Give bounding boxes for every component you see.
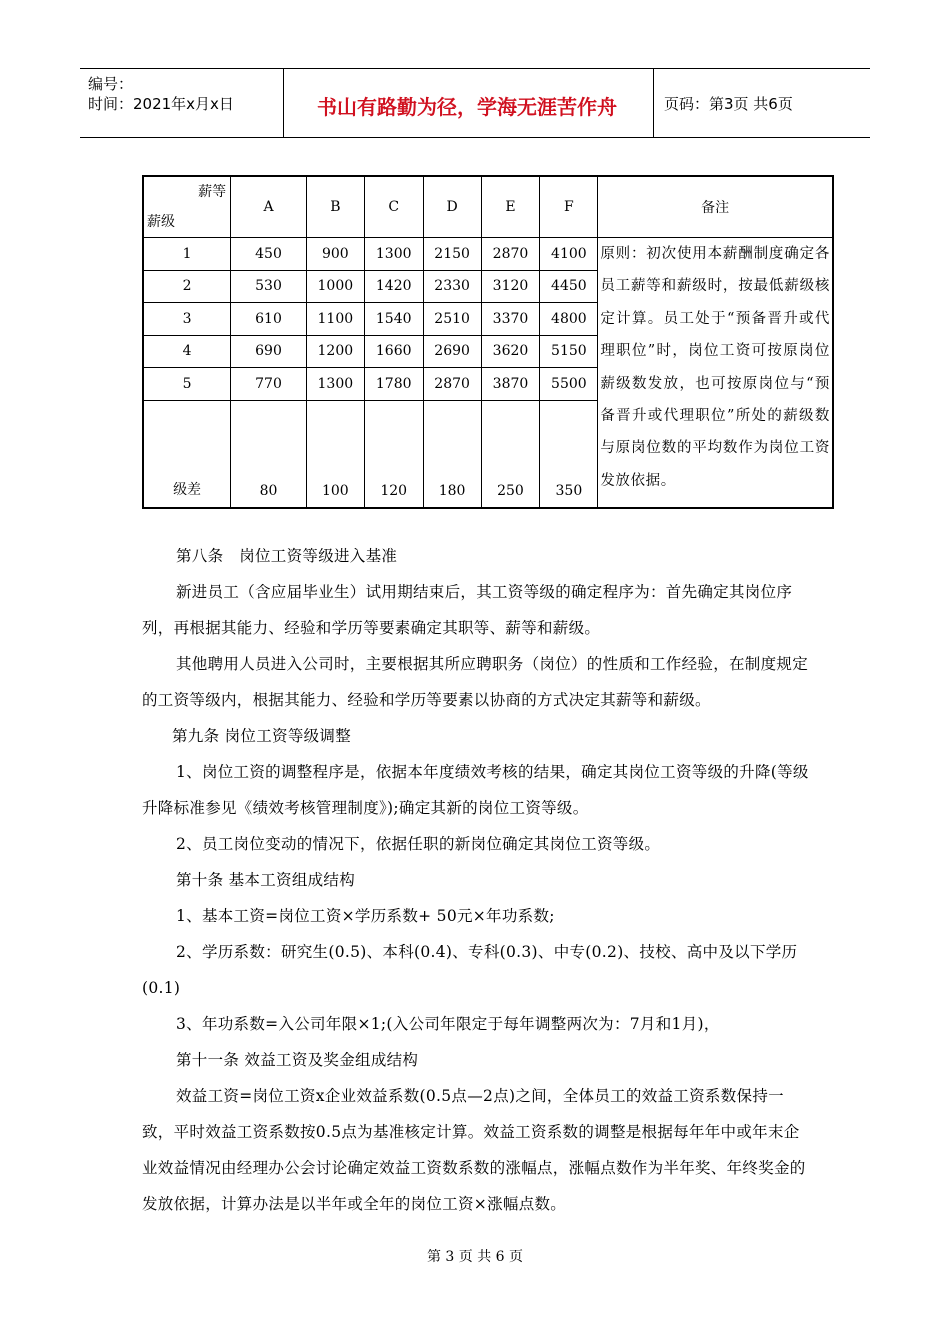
doc-number-label: 编号：: [88, 75, 134, 93]
note-cell: 原则：初次使用本薪酬制度确定各员工薪等和薪级时，按最低薪级核定计算。员工处于“预备晋升或代理职位”时，岗位工资可按原岗位薪级数发放，也可按原岗位与“预备晋升或代理职位”所处的薪级数与原岗位数的平均数作为岗位工资发放依据。: [598, 238, 833, 508]
doc-time-label: 时间：2021年x月x日: [88, 95, 234, 113]
value-cell: 1200: [306, 335, 364, 368]
diff-label-cell: 级差: [143, 400, 231, 508]
article-11-paragraph-1: 效益工资=岗位工资x企业效益系数(0.5点—2点)之间，全体员工的效益工资系数保持一致，平时效益工资系数按0.5点为基准核定计算。效益工资系数的调整是根据每年年中或年末企业效益情况由经理办公会讨论确定效益工资数系数的涨幅点，涨幅点数作为半年奖、年终奖金的发放依据，计算办法是以半年或全年的岗位工资×涨幅点数。: [142, 1087, 806, 1213]
page-header: [80, 68, 870, 138]
article-10-title: 第十条 基本工资组成结构: [176, 871, 356, 889]
level-cell: 2: [143, 270, 231, 303]
value-cell: 4450: [540, 270, 598, 303]
value-cell: 450: [231, 238, 307, 271]
level-cell: 4: [143, 335, 231, 368]
diff-value-cell: 350: [540, 400, 598, 508]
table-header-row: [143, 176, 833, 238]
article-8-paragraph-2: 其他聘用人员进入公司时，主要根据其所应聘职务（岗位）的性质和工作经验，在制度规定的工资等级内，根据其能力、经验和学历等要素以协商的方式决定其薪等和薪级。: [142, 655, 809, 709]
header-motto: 书山有路勤为径，学海无涯苦作舟: [317, 95, 617, 119]
column-header: D: [423, 176, 481, 238]
value-cell: 2870: [481, 238, 540, 271]
salary-grade-table: [142, 175, 834, 509]
diff-value-cell: 250: [481, 400, 540, 508]
article-9-paragraph-1: 1、岗位工资的调整程序是，依据本年度绩效考核的结果，确定其岗位工资等级的升降(等级升降标准参见《绩效考核管理制度》);确定其新的岗位工资等级。: [142, 763, 809, 817]
value-cell: 690: [231, 335, 307, 368]
value-cell: 1660: [364, 335, 423, 368]
value-cell: 770: [231, 368, 307, 401]
value-cell: 2870: [423, 368, 481, 401]
article-8-title: [142, 538, 812, 574]
value-cell: 1780: [364, 368, 423, 401]
article-9-title: 第九条 岗位工资等级调整: [172, 727, 352, 745]
value-cell: 3370: [481, 303, 540, 336]
column-header: B: [306, 176, 364, 238]
column-header: E: [481, 176, 540, 238]
article-10-item-3: 3、年功系数=入公司年限×1;(入公司年限定于每年调整两次为：7月和1月)，: [176, 1015, 720, 1033]
column-header: F: [540, 176, 598, 238]
level-cell: 1: [143, 238, 231, 271]
note-header: 备注: [598, 176, 833, 238]
value-cell: 610: [231, 303, 307, 336]
value-cell: 1100: [306, 303, 364, 336]
article-10-item-1: 1、基本工资=岗位工资×学历系数+ 50元×年功系数;: [176, 907, 555, 925]
value-cell: 2690: [423, 335, 481, 368]
corner-level-label: 薪级: [147, 214, 175, 230]
footer-page-number: 第 3 页 共 6 页: [426, 1249, 524, 1265]
column-header: A: [231, 176, 307, 238]
column-header: C: [364, 176, 423, 238]
value-cell: 2150: [423, 238, 481, 271]
value-cell: 1420: [364, 270, 423, 303]
table-corner-cell: [143, 176, 231, 238]
value-cell: 3620: [481, 335, 540, 368]
value-cell: 900: [306, 238, 364, 271]
value-cell: 3870: [481, 368, 540, 401]
article-8-paragraph-1: 新进员工（含应届毕业生）试用期结束后，其工资等级的确定程序为：首先确定其岗位序列，再根据其能力、经验和学历等要素确定其职等、薪等和薪级。: [142, 583, 793, 637]
value-cell: 4100: [540, 238, 598, 271]
level-cell: 5: [143, 368, 231, 401]
value-cell: 3120: [481, 270, 540, 303]
value-cell: 5150: [540, 335, 598, 368]
table-row: [143, 238, 833, 271]
value-cell: 530: [231, 270, 307, 303]
corner-grade-label: 薪等: [198, 184, 227, 200]
diff-value-cell: 120: [364, 400, 423, 508]
article-8-title-text: 第八条 岗位工资等级进入基准: [176, 547, 398, 565]
diff-value-cell: 100: [306, 400, 364, 508]
header-page-number: 页码：第3页 共6页: [664, 95, 793, 113]
diff-value-cell: 80: [231, 400, 307, 508]
value-cell: 1300: [306, 368, 364, 401]
article-11-title: 第十一条 效益工资及奖金组成结构: [176, 1051, 419, 1069]
value-cell: 2330: [423, 270, 481, 303]
value-cell: 5500: [540, 368, 598, 401]
value-cell: 1300: [364, 238, 423, 271]
value-cell: 2510: [423, 303, 481, 336]
article-10-item-2: 2、学历系数：研究生(0.5)、本科(0.4)、专科(0.3)、中专(0.2)、技校、高中及以下学历(0.1): [142, 943, 798, 997]
level-cell: 3: [143, 303, 231, 336]
article-9-paragraph-2: 2、员工岗位变动的情况下，依据任职的新岗位确定其岗位工资等级。: [176, 835, 661, 853]
value-cell: 1540: [364, 303, 423, 336]
header-divider: [653, 69, 654, 137]
value-cell: 1000: [306, 270, 364, 303]
diff-value-cell: 180: [423, 400, 481, 508]
value-cell: 4800: [540, 303, 598, 336]
